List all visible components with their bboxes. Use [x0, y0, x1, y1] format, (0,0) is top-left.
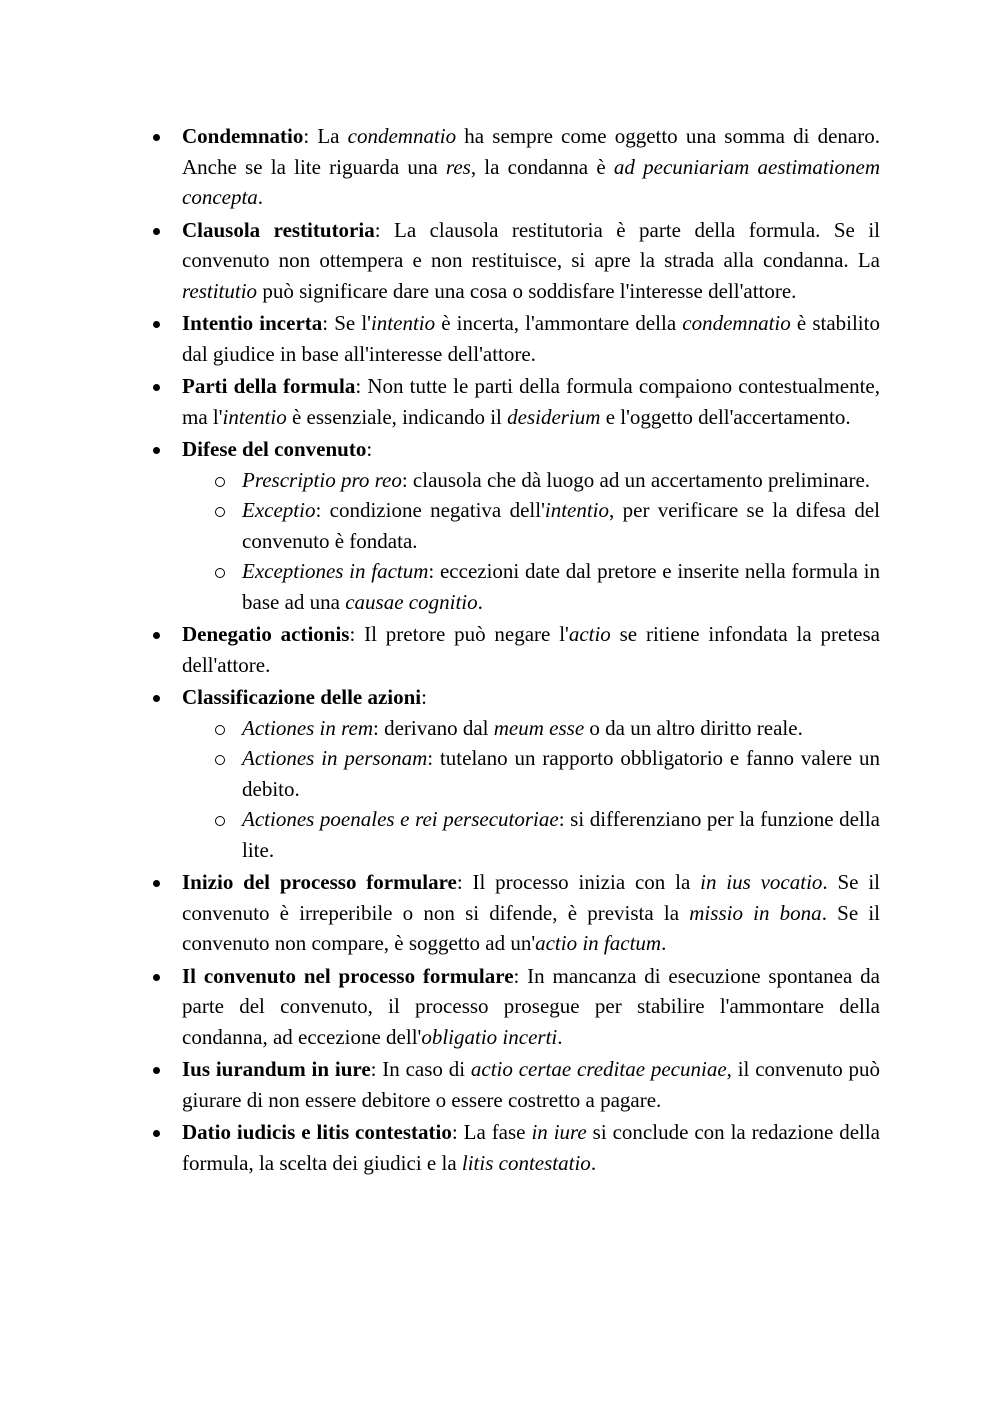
item-text: : clausola che dà luogo ad un accertamento preliminare.	[401, 467, 871, 492]
italic-term: res	[445, 154, 471, 179]
list-item-text	[182, 961, 880, 1053]
item-text: ha sempre come oggetto una somma di denaro. Anche se la lite riguarda una	[182, 124, 880, 179]
item-text: , la condanna è	[470, 154, 614, 179]
item-heading: Denegatio actionis	[182, 622, 350, 646]
italic-term: intentio	[222, 404, 287, 429]
list-item-text	[182, 308, 880, 369]
italic-term: Exceptiones in factum	[242, 559, 429, 583]
list-item-text	[182, 1054, 880, 1115]
item-text: : tutelano un rapporto obbligatorio e fanno valere un debito.	[242, 746, 880, 801]
item-text: e l'oggetto dell'accertamento.	[600, 404, 851, 429]
item-text: : La	[303, 124, 348, 148]
item-heading: Difese del convenuto	[182, 437, 367, 461]
italic-term: meum esse	[493, 715, 585, 740]
item-text: si conclude con la redazione della formula, la scelta dei giudici e la	[182, 1120, 881, 1175]
item-text: : Il processo inizia con la	[456, 870, 701, 894]
list-item-text	[182, 619, 880, 680]
italic-term: actio certae creditae pecuniae	[470, 1057, 727, 1081]
item-text: :	[421, 685, 427, 709]
bullet-list	[0, 121, 1000, 1180]
italic-term: in ius vocatio	[700, 870, 823, 894]
item-text: : In caso di	[370, 1057, 471, 1081]
italic-term: Prescriptio pro reo	[242, 467, 402, 492]
list-item-text	[182, 682, 880, 713]
italic-term: missio in bona	[689, 900, 822, 925]
italic-term: intentio	[370, 311, 436, 335]
sub-list-item	[0, 556, 1000, 617]
sub-list-item	[0, 465, 1000, 496]
list-item-text	[182, 121, 880, 213]
italic-term: actio	[568, 622, 611, 646]
italic-term: condemnatio	[347, 124, 457, 148]
item-text: : Se l'	[322, 311, 371, 335]
italic-term: restitutio	[182, 278, 258, 303]
item-text: .	[661, 931, 667, 955]
italic-term: actio in factum	[535, 931, 662, 955]
sub-list-item	[0, 743, 1000, 804]
italic-term: in iure	[531, 1120, 587, 1144]
italic-term: litis contestatio	[461, 1150, 591, 1175]
item-heading: Clausola restitutoria	[182, 217, 375, 242]
item-heading: Classificazione delle azioni	[182, 685, 422, 709]
italic-term: obligatio incerti	[421, 1024, 558, 1049]
sub-list-item	[0, 804, 1000, 865]
item-text: , il convenuto può giurare di non essere debitore o essere costretto a pagare.	[182, 1057, 881, 1112]
item-text: è stabilito dal giudice in base all'interesse dell'attore.	[182, 311, 880, 366]
list-item	[0, 619, 1000, 680]
item-text: .	[590, 1150, 597, 1175]
list-item-text	[182, 371, 880, 432]
list-item	[0, 434, 1000, 617]
item-text: .	[257, 185, 264, 209]
italic-term: Exceptio	[242, 498, 316, 522]
item-text: :	[366, 437, 373, 461]
italic-term: intentio	[544, 498, 610, 522]
item-heading: Intentio incerta	[182, 311, 323, 335]
list-item-text	[182, 1117, 880, 1178]
item-text: . Se il convenuto non compare, è soggetto ad un'	[182, 900, 881, 955]
item-text: : derivano dal	[373, 715, 494, 740]
sub-list-item	[0, 495, 1000, 556]
item-text: : condizione negativa dell'	[315, 498, 545, 522]
item-text: .	[477, 589, 483, 614]
item-text: è incerta, l'ammontare della	[435, 311, 683, 335]
sub-list	[182, 465, 880, 618]
item-heading: Datio iudicis e litis contestatio	[182, 1120, 452, 1144]
item-heading: Inizio del processo formulare	[182, 870, 457, 894]
item-text: : In mancanza di esecuzione spontanea da parte del convenuto, il processo prosegue per stabilire l'ammontare della condanna, ad eccezione dell'	[182, 963, 880, 1049]
italic-term: Actiones in rem	[242, 715, 374, 740]
list-item	[0, 961, 1000, 1053]
item-heading: Il convenuto nel processo formulare	[182, 963, 514, 988]
italic-term: ad pecuniariam aestimationem concepta	[182, 154, 880, 209]
item-text: . Se il convenuto è irreperibile o non si difende, è prevista la	[182, 870, 880, 925]
item-text: : Non tutte le parti della formula compaiono contestualmente, ma l'	[182, 374, 880, 429]
list-item	[0, 215, 1000, 307]
italic-term: Actiones poenales e rei persecutoriae	[242, 807, 559, 831]
item-text: : La fase	[451, 1120, 532, 1144]
italic-term: Actiones in personam	[242, 746, 428, 770]
item-heading: Parti della formula	[182, 374, 356, 398]
item-text: o da un altro diritto reale.	[584, 715, 803, 740]
list-item	[0, 121, 1000, 213]
item-text: : Il pretore può negare l'	[349, 622, 569, 646]
item-text: : eccezioni date dal pretore e inserite nella formula in base ad una	[242, 559, 880, 614]
italic-term: causae cognitio	[345, 589, 478, 614]
list-item-text	[182, 867, 880, 959]
item-text: : si differenziano per la funzione della lite.	[242, 807, 880, 862]
item-text: : La clausola restitutoria è parte della formula. Se il convenuto non ottempera e non restituisce, si apre la strada alla condanna. La	[182, 217, 880, 272]
list-item	[0, 682, 1000, 865]
item-heading: Condemnatio	[182, 124, 304, 148]
sub-list-item	[0, 713, 1000, 744]
item-text: se ritiene infondata la pretesa dell'attore.	[182, 622, 880, 677]
list-item	[0, 867, 1000, 959]
sub-list	[182, 713, 880, 866]
item-heading: Ius iurandum in iure	[182, 1057, 371, 1081]
item-text: può significare dare una cosa o soddisfare l'interesse dell'attore.	[257, 278, 797, 303]
list-item-text	[182, 434, 880, 465]
item-text: è essenziale, indicando il	[286, 404, 508, 429]
list-item-text	[182, 215, 880, 307]
list-item	[0, 371, 1000, 432]
list-item	[0, 308, 1000, 369]
italic-term: condemnatio	[682, 311, 791, 335]
item-text: .	[557, 1024, 563, 1049]
italic-term: desiderium	[507, 404, 601, 429]
list-item	[0, 1054, 1000, 1115]
item-text: , per verificare se la difesa del convenuto è fondata.	[242, 498, 880, 553]
list-item	[0, 1117, 1000, 1178]
